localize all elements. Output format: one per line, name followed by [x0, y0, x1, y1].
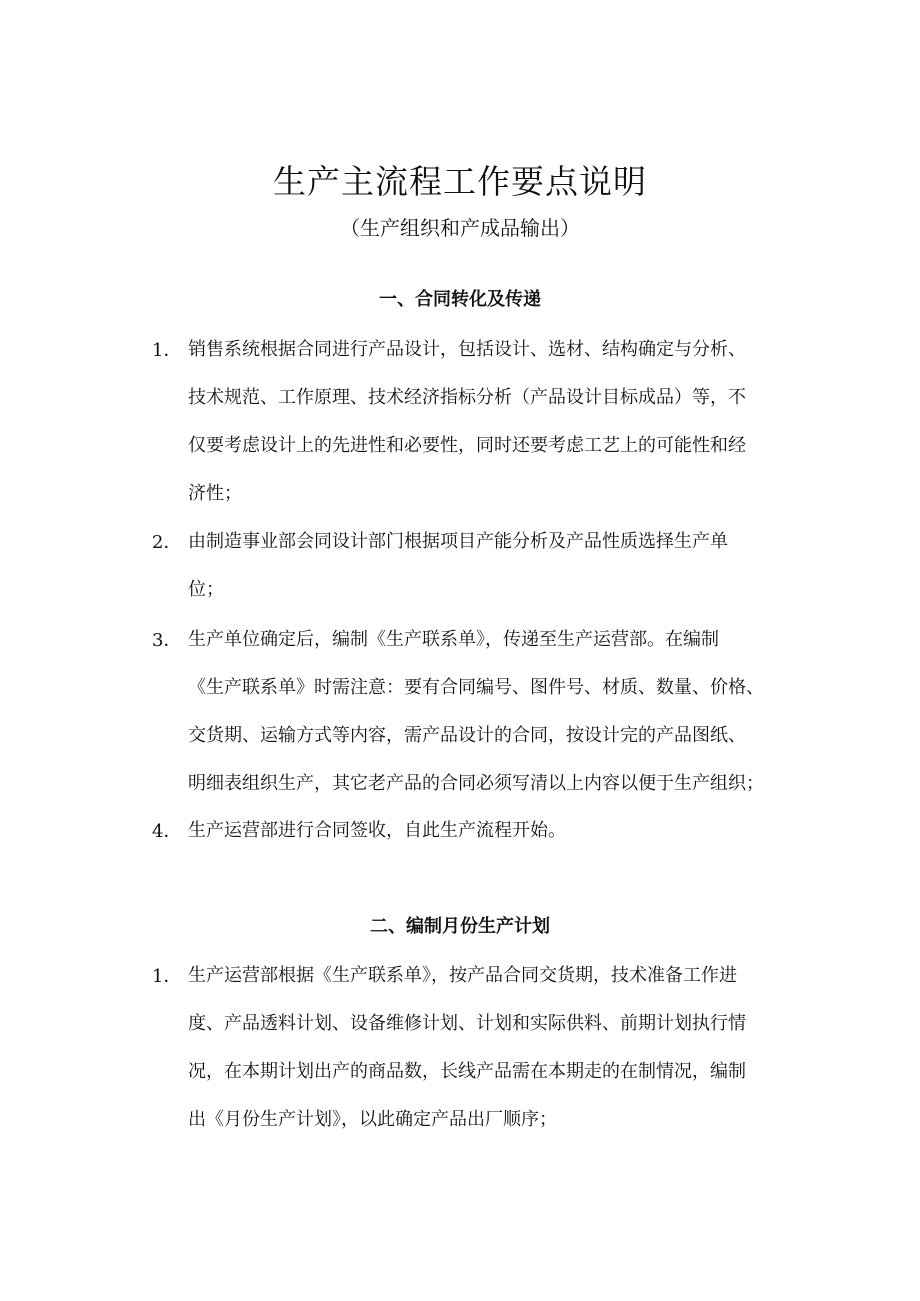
item-line: 由制造事业部会同设计部门根据项目产能分析及产品性质选择生产单: [188, 531, 728, 552]
item-number: 1．: [152, 340, 182, 361]
section-heading-1: 一、合同转化及传递: [379, 289, 541, 310]
item-line: 销售系统根据合同进行产品设计，包括设计、选材、结构确定与分析、: [188, 339, 746, 360]
item-line: 《生产联系单》时需注意：要有合同编号、图件号、材质、数量、价格、: [188, 677, 764, 698]
item-line: 度、产品透料计划、设备维修计划、计划和实际供料、前期计划执行情: [188, 1013, 746, 1034]
section-heading-2: 二、编制月份生产计划: [370, 916, 550, 937]
page-title: 生产主流程工作要点说明: [273, 162, 647, 201]
list-item: [152, 528, 817, 624]
item-line: 交货期、运输方式等内容，需产品设计的合同，按设计完的产品图纸、: [188, 725, 746, 746]
item-line: 明细表组织生产，其它老产品的合同必须写清以上内容以便于生产组织；: [188, 773, 764, 794]
list-item: [152, 336, 817, 528]
list-item: [152, 962, 817, 1154]
item-line: 生产单位确定后，编制《生产联系单》，传递至生产运营部。在编制: [188, 629, 719, 650]
item-number: 2．: [152, 532, 182, 553]
item-line: 技术规范、工作原理、技术经济指标分析（产品设计目标成品）等，不: [188, 387, 746, 408]
item-number: 1．: [152, 966, 182, 987]
item-number: 3．: [152, 630, 182, 651]
item-line: 况，在本期计划出产的商品数，长线产品需在本期走的在制情况，编制: [188, 1061, 746, 1082]
item-line: 济性；: [188, 483, 242, 504]
item-number: 4．: [152, 821, 182, 842]
item-line: 位；: [188, 579, 224, 600]
list-item: [152, 817, 817, 865]
item-line: 生产运营部进行合同签收，自此生产流程开始。: [188, 820, 566, 841]
item-line: 生产运营部根据《生产联系单》，按产品合同交货期，技术准备工作进: [188, 965, 737, 986]
item-line: 出《月份生产计划》，以此确定产品出厂顺序；: [188, 1109, 557, 1130]
item-line: 仅要考虑设计上的先进性和必要性，同时还要考虑工艺上的可能性和经: [188, 435, 746, 456]
page-subtitle: （生产组织和产成品输出）: [340, 216, 580, 240]
list-item: [152, 626, 817, 818]
